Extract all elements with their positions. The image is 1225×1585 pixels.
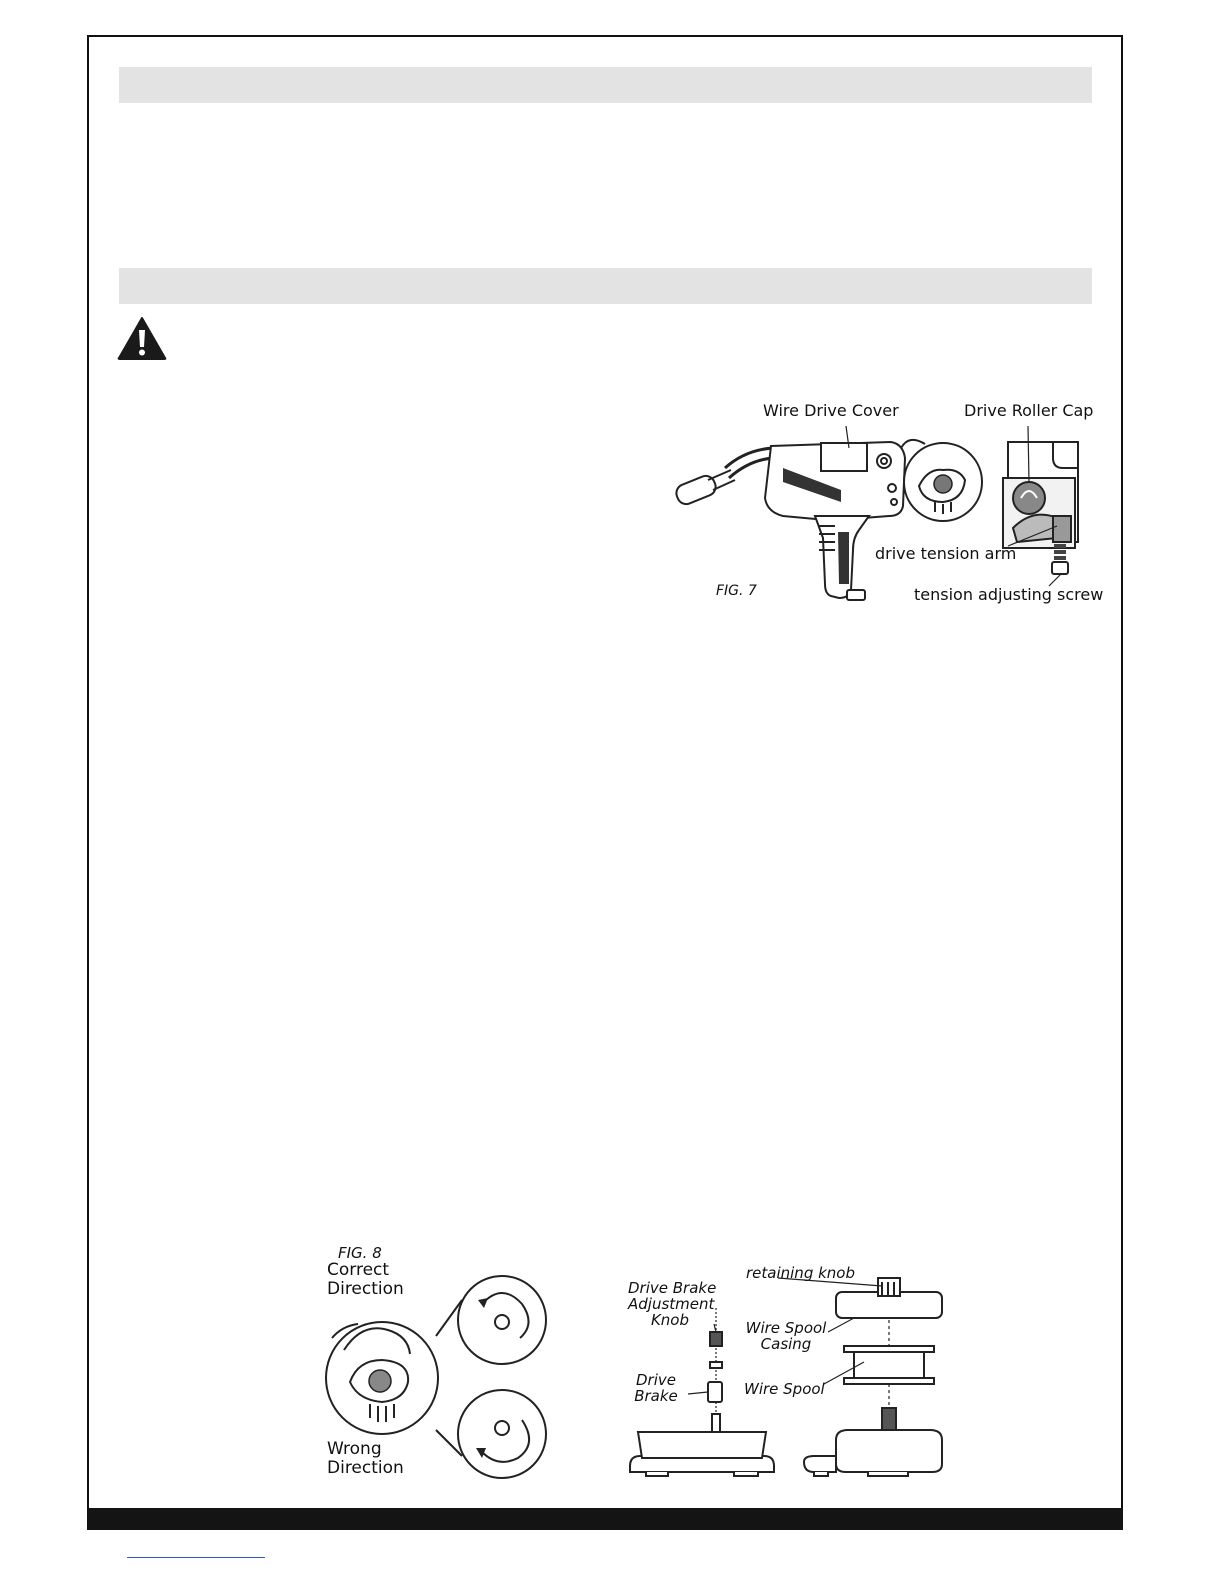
fig7-caption: FIG. 7 [716,583,757,599]
link-underline [127,1557,265,1558]
wire-spool-label: Wire Spool [744,1380,825,1398]
section-header-band [119,67,1092,103]
brake-knob-line2: Adjustment [628,1295,715,1313]
correct-direction-line2: Direction [327,1279,404,1299]
wrong-direction-label [327,1440,404,1478]
page-border [87,35,1123,1530]
fig8-caption: FIG. 8 [338,1244,382,1262]
warning-icon [117,316,167,360]
retaining-knob-label: retaining knob [746,1264,855,1282]
wrong-direction-line2: Direction [327,1458,404,1478]
drive-roller-cap-label: Drive Roller Cap [964,401,1094,420]
tension-adjusting-screw-label: tension adjusting screw [914,585,1104,604]
footer-bar [87,1508,1123,1530]
fig8-spool-direction-illustration [322,1242,550,1482]
correct-direction-label [327,1261,404,1299]
drive-brake-label [634,1372,678,1404]
spool-casing-line2: Casing [760,1335,812,1353]
brake-knob-line3: Knob [650,1311,690,1329]
drive-brake-line2: Brake [634,1387,678,1405]
correct-direction-line1: Correct [327,1260,390,1280]
fig7-spool-gun-illustration [673,398,1104,608]
brake-knob-line1: Drive Brake [628,1279,717,1297]
drive-brake-adjustment-knob-label [628,1279,717,1329]
drive-brake-line1: Drive [636,1371,676,1389]
section-header-band [119,268,1092,304]
spool-gun-drawing [673,398,1093,608]
wire-spool-casing-label [744,1320,828,1352]
drive-tension-arm-label: drive tension arm [875,544,1017,563]
wire-drive-cover-label: Wire Drive Cover [763,401,899,420]
spool-casing-line1: Wire Spool [745,1319,827,1337]
wrong-direction-line1: Wrong [327,1439,382,1459]
fig8-spool-assembly-illustration [628,1244,946,1480]
